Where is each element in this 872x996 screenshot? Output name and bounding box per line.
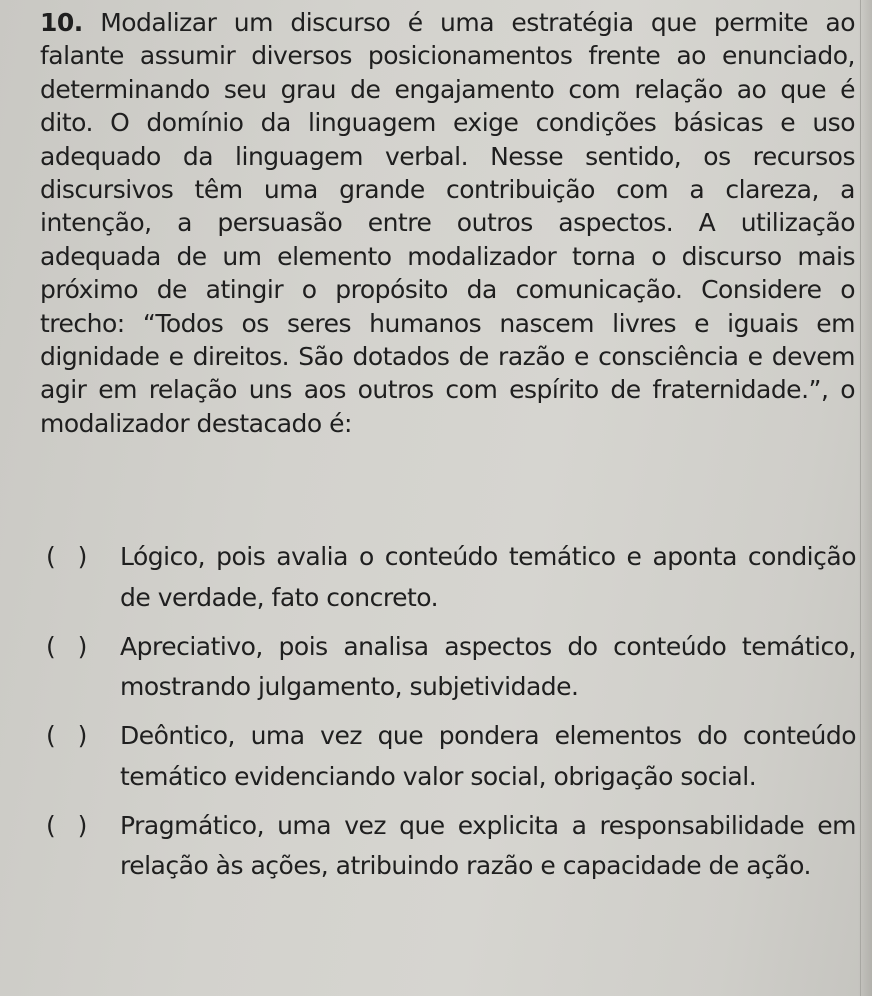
option-logico [46,537,856,618]
answer-options [46,537,856,895]
option-checkbox[interactable]: ( ) [46,542,87,571]
page-edge-line [860,0,861,996]
option-text: Lógico, pois avalia o conteúdo temático e aponta condição de verdade, fato concreto. [120,542,856,612]
question-number: 10. [40,8,83,37]
option-text: Pragmático, uma vez que explicita a responsabilidade em relação às ações, atribuindo razão e capacidade de ação. [120,810,856,880]
option-text: Deôntico, uma vez que pondera elementos do conteúdo temático evidenciando valor social, obrigação social. [120,721,856,791]
option-checkbox[interactable]: ( ) [46,631,87,661]
option-apreciativo [46,627,856,708]
question-10 [40,6,855,440]
option-deontico [46,716,856,797]
option-pragmatico [46,806,856,887]
option-checkbox[interactable]: ( ) [46,721,87,750]
option-checkbox[interactable]: ( ) [46,810,87,840]
option-text: Apreciativo, pois analisa aspectos do conteúdo temático, mostrando julgamento, subjetividade. [120,631,856,701]
question-text: Modalizar um discurso é uma estratégia que permite ao falante assumir diversos posicionamentos frente ao enunciado, determinando seu grau de engajamento com relação ao que é dito. O domínio da linguagem exige condições básicas e uso adequado da linguagem verbal. Nesse sentido, os recursos discursivos têm uma grande contribuição com a clareza, a intenção, a persuasão entre outros aspectos. A utilização adequada de um elemento modalizador torna o discurso mais próximo de atingir o propósito da comunicação. Considere o trecho: “Todos os seres humanos nascem livres e iguais em dignidade e direitos. São dotados de razão e consciência e devem agir em relação uns aos outros com espírito de fraternidade.”, o modalizador destacado é: [40,8,855,438]
